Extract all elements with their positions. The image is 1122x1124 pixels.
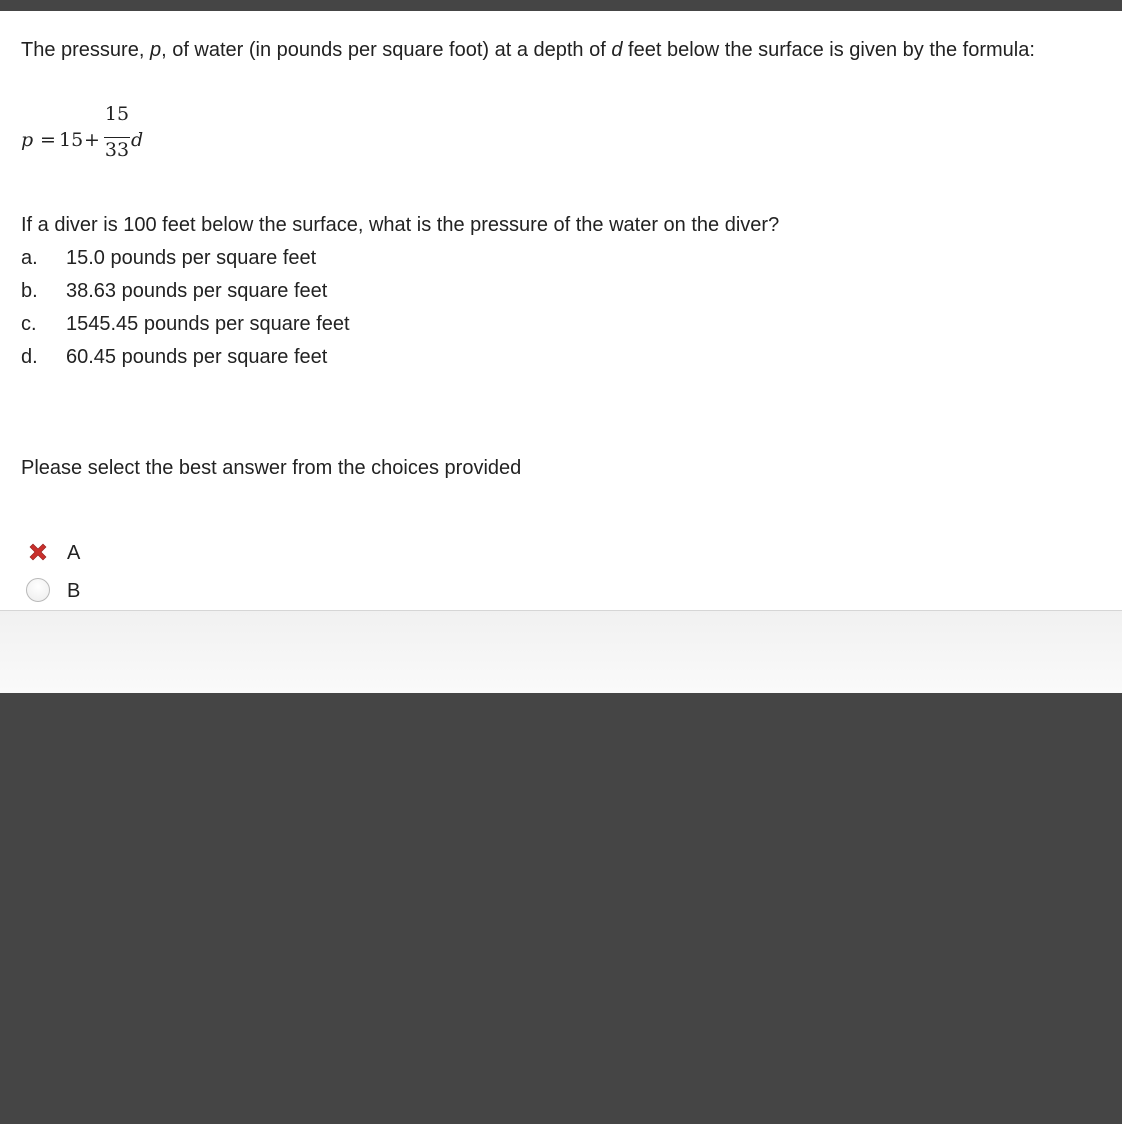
intro-variable-p: p	[149, 39, 162, 61]
question-text: If a diver is 100 feet below the surface, what is the pressure of the water on the diver?	[21, 214, 780, 236]
answer-option-label: A	[67, 542, 81, 564]
formula-fraction-bar	[104, 137, 130, 138]
problem-intro	[21, 38, 1035, 62]
formula-denominator: 33	[104, 139, 130, 161]
intro-text-3: feet below the surface is given by the formula:	[622, 39, 1035, 61]
choice-text: 38.63 pounds per square feet	[66, 280, 328, 302]
choice-letter: b.	[21, 280, 38, 302]
answer-option-label: B	[67, 580, 81, 602]
formula-plus: +	[84, 129, 100, 151]
radio-button-icon[interactable]	[26, 578, 50, 602]
choice-text: 15.0 pounds per square feet	[66, 247, 317, 269]
intro-text-2: , of water (in pounds per square foot) at a depth of	[161, 39, 612, 61]
choice-letter: a.	[21, 247, 38, 269]
top-bar	[0, 0, 1122, 11]
intro-text-1: The pressure,	[21, 39, 150, 61]
question-panel	[0, 11, 1122, 610]
footer-band	[0, 610, 1122, 693]
choice-text: 1545.45 pounds per square feet	[66, 313, 350, 335]
x-mark-icon	[26, 540, 50, 564]
choice-text: 60.45 pounds per square feet	[66, 346, 328, 368]
answer-prompt: Please select the best answer from the choices provided	[21, 457, 522, 479]
intro-variable-d: d	[611, 39, 623, 61]
choice-letter: c.	[21, 313, 37, 335]
choice-letter: d.	[21, 346, 38, 368]
formula-variable: d	[131, 129, 144, 151]
formula-equals: =	[40, 129, 56, 151]
formula-numerator: 15	[104, 103, 130, 125]
formula-lhs: p	[21, 129, 34, 151]
formula-constant: 15	[59, 129, 84, 151]
